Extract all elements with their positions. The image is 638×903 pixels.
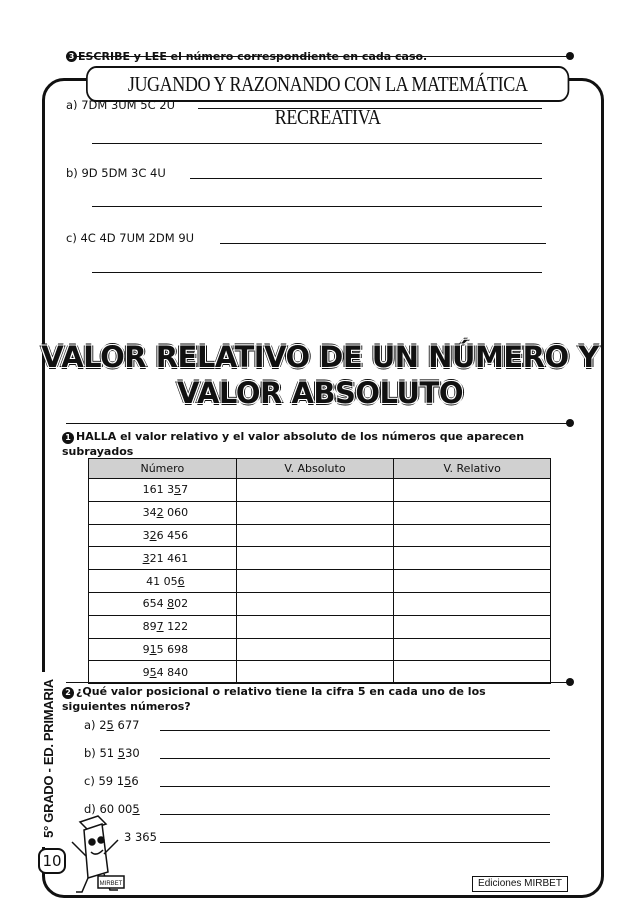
- underlined-digit: 3: [142, 551, 150, 565]
- exercise2-item: d) 60 005: [84, 802, 140, 816]
- underlined-digit: 5: [117, 746, 126, 760]
- exercise2-item: c) 59 156: [84, 774, 139, 788]
- absolute-value-cell[interactable]: [236, 570, 394, 593]
- banner-title: JUGANDO Y RAZONANDO CON LA MATEMÁTICA RECREATIVA: [86, 66, 569, 102]
- answer-line: [220, 243, 546, 244]
- exercise3-instruction: 3 ESCRIBE y LEE el número correspondiente en cada caso.: [66, 50, 466, 64]
- underlined-digit: 5: [132, 802, 140, 816]
- absolute-value-cell[interactable]: [236, 615, 394, 638]
- underlined-digit: 6: [177, 574, 185, 588]
- answer-line: [92, 272, 542, 273]
- answer-line: [190, 178, 542, 179]
- mascot-badge: MIRBET: [99, 881, 123, 887]
- exercise3-number: 3: [66, 51, 77, 62]
- absolute-value-cell[interactable]: [236, 638, 394, 661]
- table-row: [89, 547, 551, 570]
- table-row: [89, 615, 551, 638]
- number-cell: 954 840: [89, 661, 237, 684]
- answer-line: [198, 108, 542, 109]
- absolute-value-cell[interactable]: [236, 501, 394, 524]
- relative-value-cell[interactable]: [394, 592, 551, 615]
- underlined-digit: 5: [149, 665, 157, 679]
- relative-value-cell[interactable]: [394, 501, 551, 524]
- column-header-relative: V. Relativo: [394, 459, 551, 479]
- values-table: [88, 458, 551, 684]
- relative-value-cell[interactable]: [394, 547, 551, 570]
- underlined-digit: 2: [156, 506, 164, 520]
- exercise1-number: 1: [62, 432, 74, 444]
- answer-line[interactable]: [160, 758, 550, 759]
- table-row: [89, 661, 551, 684]
- underlined-digit: 2: [149, 528, 157, 542]
- exercise3-item-c: c) 4C 4D 7UM 2DM 9U: [66, 231, 195, 245]
- absolute-value-cell[interactable]: [236, 592, 394, 615]
- relative-value-cell[interactable]: [394, 638, 551, 661]
- side-tab-label: 5° GRADO - ED. PRIMARIA: [41, 679, 56, 838]
- number-cell: 161 357: [89, 479, 237, 502]
- exercise2-rule-dot: [566, 678, 574, 686]
- underlined-digit: 1: [149, 642, 157, 656]
- exercise2-rule: [66, 682, 570, 683]
- number-cell: 915 698: [89, 638, 237, 661]
- relative-value-cell[interactable]: [394, 524, 551, 547]
- relative-value-cell[interactable]: [394, 615, 551, 638]
- number-cell: 41 056: [89, 570, 237, 593]
- absolute-value-cell[interactable]: [236, 661, 394, 684]
- table-row: [89, 501, 551, 524]
- table-row: [89, 592, 551, 615]
- underlined-digit: 8: [167, 597, 175, 611]
- number-cell: 342 060: [89, 501, 237, 524]
- answer-line[interactable]: [160, 842, 550, 843]
- number-cell: 654 802: [89, 592, 237, 615]
- table-row: [89, 479, 551, 502]
- exercise2-item: b) 51 530: [84, 746, 140, 760]
- absolute-value-cell[interactable]: [236, 479, 394, 502]
- exercise2-instruction: 2 ¿Qué valor posicional o relativo tiene la cifra 5 en cada uno de los siguientes números?: [62, 685, 486, 713]
- answer-line[interactable]: [160, 814, 550, 815]
- exercise1-rule-dot: [566, 419, 574, 427]
- answer-line: [92, 206, 542, 207]
- number-cell: 326 456: [89, 524, 237, 547]
- table-row: [89, 524, 551, 547]
- exercise1-rule: [66, 423, 570, 424]
- answer-line[interactable]: [160, 730, 550, 731]
- section-title-line2: VALOR ABSOLUTO: [177, 376, 463, 410]
- relative-value-cell[interactable]: [394, 479, 551, 502]
- table-row: [89, 570, 551, 593]
- absolute-value-cell[interactable]: [236, 524, 394, 547]
- number-cell: 897 122: [89, 615, 237, 638]
- answer-line: [92, 143, 542, 144]
- table-row: [89, 638, 551, 661]
- exercise2-number: 2: [62, 687, 74, 699]
- exercise2-item: a) 25 677: [84, 718, 140, 732]
- answer-line[interactable]: [160, 786, 550, 787]
- column-header-absolute: V. Absoluto: [236, 459, 394, 479]
- page-number: 10: [38, 848, 66, 874]
- underlined-digit: 5: [124, 774, 132, 788]
- underlined-digit: 7: [156, 620, 164, 634]
- publisher-label: Ediciones MIRBET: [472, 876, 568, 892]
- underlined-digit: 5: [174, 483, 182, 497]
- exercise2-item: 3 365: [124, 830, 157, 844]
- column-header-number: Número: [89, 459, 237, 479]
- pencil-mascot-illustration: [58, 812, 132, 896]
- relative-value-cell[interactable]: [394, 570, 551, 593]
- number-cell: 321 461: [89, 547, 237, 570]
- absolute-value-cell[interactable]: [236, 547, 394, 570]
- top-rule-dot: [566, 52, 574, 60]
- exercise3-item-a: a) 7DM 3UM 5C 2U: [66, 98, 175, 110]
- exercise3-item-b: b) 9D 5DM 3C 4U: [66, 166, 166, 180]
- section-title-line1: VALOR RELATIVO DE UN NÚMERO Y: [41, 340, 599, 374]
- underlined-digit: 5: [106, 718, 114, 732]
- exercise1-instruction: 1 HALLA el valor relativo y el valor absoluto de los números que aparecen subrayados: [62, 430, 525, 458]
- relative-value-cell[interactable]: [394, 661, 551, 684]
